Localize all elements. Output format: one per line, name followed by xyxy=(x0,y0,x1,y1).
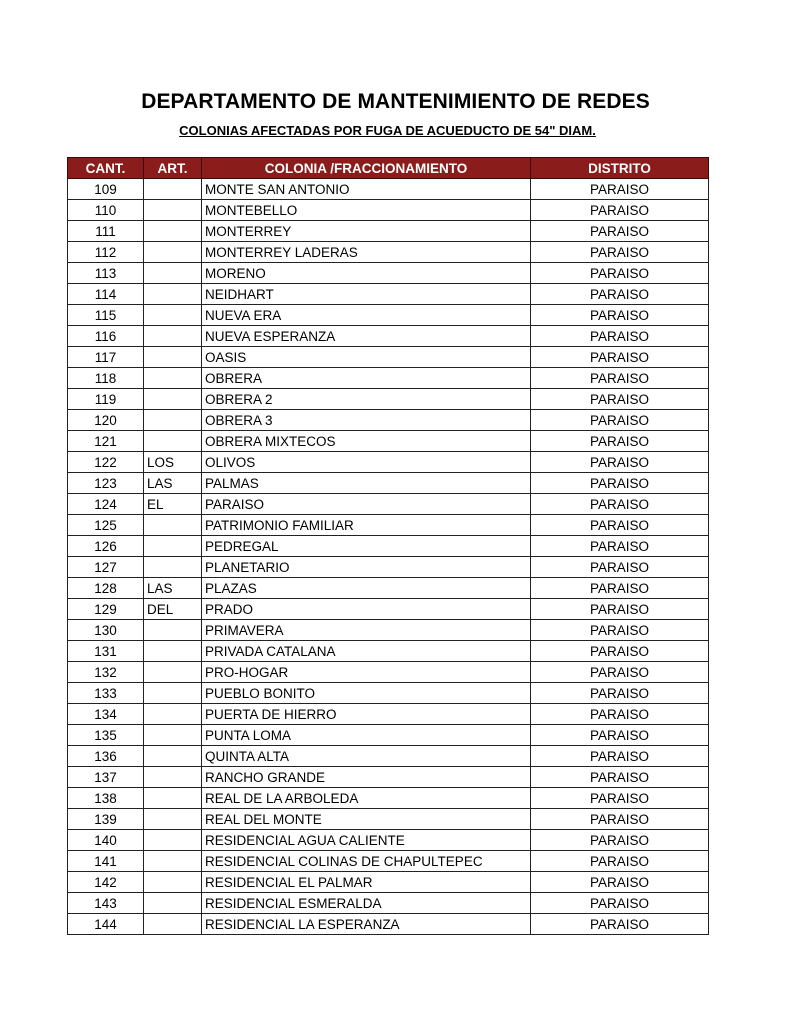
cell-distrito: PARAISO xyxy=(531,200,709,221)
table-row xyxy=(68,221,709,242)
cell-art xyxy=(144,221,202,242)
cell-cant: 118 xyxy=(68,368,144,389)
cell-distrito: PARAISO xyxy=(531,578,709,599)
cell-art xyxy=(144,284,202,305)
cell-colonia: NEIDHART xyxy=(202,284,531,305)
table-row xyxy=(68,557,709,578)
cell-art xyxy=(144,809,202,830)
cell-colonia: PARAISO xyxy=(202,494,531,515)
table-row xyxy=(68,725,709,746)
cell-art xyxy=(144,557,202,578)
table-row xyxy=(68,326,709,347)
cell-colonia: NUEVA ERA xyxy=(202,305,531,326)
cell-art xyxy=(144,893,202,914)
cell-cant: 111 xyxy=(68,221,144,242)
cell-art xyxy=(144,389,202,410)
cell-colonia: PRIMAVERA xyxy=(202,620,531,641)
cell-art xyxy=(144,263,202,284)
cell-cant: 113 xyxy=(68,263,144,284)
table-row xyxy=(68,620,709,641)
column-header-cant: CANT. xyxy=(68,158,144,179)
cell-art xyxy=(144,620,202,641)
cell-art xyxy=(144,704,202,725)
column-header-distrito: DISTRITO xyxy=(531,158,709,179)
cell-colonia: PLANETARIO xyxy=(202,557,531,578)
cell-colonia: OBRERA xyxy=(202,368,531,389)
cell-colonia: PUNTA LOMA xyxy=(202,725,531,746)
table-row xyxy=(68,410,709,431)
cell-distrito: PARAISO xyxy=(531,263,709,284)
cell-cant: 140 xyxy=(68,830,144,851)
cell-distrito: PARAISO xyxy=(531,809,709,830)
cell-cant: 120 xyxy=(68,410,144,431)
table-row xyxy=(68,431,709,452)
cell-cant: 131 xyxy=(68,641,144,662)
table-row xyxy=(68,830,709,851)
cell-distrito: PARAISO xyxy=(531,557,709,578)
cell-colonia: OASIS xyxy=(202,347,531,368)
cell-colonia: PALMAS xyxy=(202,473,531,494)
cell-colonia: PRIVADA CATALANA xyxy=(202,641,531,662)
cell-colonia: QUINTA ALTA xyxy=(202,746,531,767)
cell-distrito: PARAISO xyxy=(531,641,709,662)
cell-distrito: PARAISO xyxy=(531,620,709,641)
cell-art: DEL xyxy=(144,599,202,620)
cell-colonia: RESIDENCIAL EL PALMAR xyxy=(202,872,531,893)
cell-colonia: PUERTA DE HIERRO xyxy=(202,704,531,725)
cell-colonia: PUEBLO BONITO xyxy=(202,683,531,704)
cell-art xyxy=(144,347,202,368)
cell-art xyxy=(144,200,202,221)
cell-colonia: MONTE SAN ANTONIO xyxy=(202,179,531,200)
cell-cant: 123 xyxy=(68,473,144,494)
cell-distrito: PARAISO xyxy=(531,662,709,683)
cell-distrito: PARAISO xyxy=(531,242,709,263)
cell-colonia: MONTERREY LADERAS xyxy=(202,242,531,263)
cell-art xyxy=(144,410,202,431)
cell-colonia: MONTERREY xyxy=(202,221,531,242)
cell-cant: 121 xyxy=(68,431,144,452)
cell-colonia: OBRERA 2 xyxy=(202,389,531,410)
cell-colonia: RESIDENCIAL ESMERALDA xyxy=(202,893,531,914)
cell-distrito: PARAISO xyxy=(531,389,709,410)
cell-cant: 112 xyxy=(68,242,144,263)
cell-cant: 126 xyxy=(68,536,144,557)
cell-distrito: PARAISO xyxy=(531,830,709,851)
cell-colonia: PRO-HOGAR xyxy=(202,662,531,683)
cell-cant: 142 xyxy=(68,872,144,893)
cell-cant: 134 xyxy=(68,704,144,725)
colonias-table xyxy=(67,157,709,935)
cell-distrito: PARAISO xyxy=(531,431,709,452)
table-row xyxy=(68,872,709,893)
cell-colonia: PLAZAS xyxy=(202,578,531,599)
cell-distrito: PARAISO xyxy=(531,179,709,200)
cell-art xyxy=(144,662,202,683)
cell-cant: 129 xyxy=(68,599,144,620)
cell-cant: 115 xyxy=(68,305,144,326)
document-subtitle: COLONIAS AFECTADAS POR FUGA DE ACUEDUCTO DE 54" DIAM. xyxy=(179,123,596,138)
cell-cant: 144 xyxy=(68,914,144,935)
cell-cant: 128 xyxy=(68,578,144,599)
cell-colonia: OLIVOS xyxy=(202,452,531,473)
cell-art xyxy=(144,641,202,662)
cell-cant: 138 xyxy=(68,788,144,809)
cell-colonia: REAL DE LA ARBOLEDA xyxy=(202,788,531,809)
table-row xyxy=(68,683,709,704)
cell-distrito: PARAISO xyxy=(531,788,709,809)
cell-art xyxy=(144,326,202,347)
cell-colonia: RESIDENCIAL AGUA CALIENTE xyxy=(202,830,531,851)
table-body xyxy=(68,179,709,935)
cell-cant: 136 xyxy=(68,746,144,767)
cell-colonia: RANCHO GRANDE xyxy=(202,767,531,788)
table-row xyxy=(68,893,709,914)
table-row xyxy=(68,452,709,473)
table-row xyxy=(68,851,709,872)
cell-cant: 141 xyxy=(68,851,144,872)
table-row xyxy=(68,389,709,410)
cell-cant: 132 xyxy=(68,662,144,683)
cell-colonia: PATRIMONIO FAMILIAR xyxy=(202,515,531,536)
cell-cant: 109 xyxy=(68,179,144,200)
table-row xyxy=(68,473,709,494)
cell-art xyxy=(144,872,202,893)
table-row xyxy=(68,746,709,767)
cell-cant: 116 xyxy=(68,326,144,347)
cell-distrito: PARAISO xyxy=(531,305,709,326)
cell-distrito: PARAISO xyxy=(531,746,709,767)
cell-cant: 139 xyxy=(68,809,144,830)
column-header-art: ART. xyxy=(144,158,202,179)
table-header-row xyxy=(68,158,709,179)
cell-distrito: PARAISO xyxy=(531,326,709,347)
cell-art xyxy=(144,179,202,200)
cell-distrito: PARAISO xyxy=(531,494,709,515)
table-row xyxy=(68,242,709,263)
table-row xyxy=(68,536,709,557)
table-row xyxy=(68,788,709,809)
table-row xyxy=(68,284,709,305)
cell-colonia: NUEVA ESPERANZA xyxy=(202,326,531,347)
cell-cant: 119 xyxy=(68,389,144,410)
table-row xyxy=(68,914,709,935)
cell-colonia: REAL DEL MONTE xyxy=(202,809,531,830)
cell-art xyxy=(144,242,202,263)
cell-colonia: OBRERA MIXTECOS xyxy=(202,431,531,452)
cell-distrito: PARAISO xyxy=(531,284,709,305)
cell-art: LAS xyxy=(144,473,202,494)
cell-cant: 135 xyxy=(68,725,144,746)
cell-distrito: PARAISO xyxy=(531,851,709,872)
cell-art xyxy=(144,515,202,536)
cell-art xyxy=(144,305,202,326)
table-row xyxy=(68,305,709,326)
cell-distrito: PARAISO xyxy=(531,704,709,725)
cell-art xyxy=(144,788,202,809)
table-row xyxy=(68,179,709,200)
cell-art xyxy=(144,851,202,872)
cell-distrito: PARAISO xyxy=(531,914,709,935)
cell-cant: 133 xyxy=(68,683,144,704)
cell-art xyxy=(144,368,202,389)
table-row xyxy=(68,263,709,284)
cell-cant: 125 xyxy=(68,515,144,536)
cell-distrito: PARAISO xyxy=(531,347,709,368)
cell-distrito: PARAISO xyxy=(531,599,709,620)
cell-art: EL xyxy=(144,494,202,515)
cell-art xyxy=(144,536,202,557)
cell-cant: 122 xyxy=(68,452,144,473)
cell-colonia: MORENO xyxy=(202,263,531,284)
cell-art xyxy=(144,830,202,851)
table-row xyxy=(68,641,709,662)
cell-art xyxy=(144,725,202,746)
cell-distrito: PARAISO xyxy=(531,410,709,431)
cell-distrito: PARAISO xyxy=(531,683,709,704)
column-header-colonia: COLONIA /FRACCIONAMIENTO xyxy=(202,158,531,179)
cell-colonia: PEDREGAL xyxy=(202,536,531,557)
cell-distrito: PARAISO xyxy=(531,893,709,914)
table-row xyxy=(68,368,709,389)
cell-colonia: OBRERA 3 xyxy=(202,410,531,431)
cell-cant: 110 xyxy=(68,200,144,221)
cell-art: LOS xyxy=(144,452,202,473)
cell-cant: 127 xyxy=(68,557,144,578)
cell-art xyxy=(144,767,202,788)
cell-art xyxy=(144,431,202,452)
cell-cant: 137 xyxy=(68,767,144,788)
table-row xyxy=(68,200,709,221)
cell-distrito: PARAISO xyxy=(531,536,709,557)
cell-distrito: PARAISO xyxy=(531,872,709,893)
table-row xyxy=(68,767,709,788)
cell-cant: 117 xyxy=(68,347,144,368)
cell-colonia: RESIDENCIAL COLINAS DE CHAPULTEPEC xyxy=(202,851,531,872)
table-row xyxy=(68,809,709,830)
cell-distrito: PARAISO xyxy=(531,452,709,473)
cell-art xyxy=(144,683,202,704)
table-row xyxy=(68,347,709,368)
table-row xyxy=(68,599,709,620)
table-row xyxy=(68,704,709,725)
cell-colonia: MONTEBELLO xyxy=(202,200,531,221)
cell-distrito: PARAISO xyxy=(531,725,709,746)
cell-cant: 124 xyxy=(68,494,144,515)
cell-cant: 143 xyxy=(68,893,144,914)
cell-distrito: PARAISO xyxy=(531,368,709,389)
cell-art: LAS xyxy=(144,578,202,599)
cell-art xyxy=(144,914,202,935)
cell-distrito: PARAISO xyxy=(531,221,709,242)
table-row xyxy=(68,515,709,536)
cell-colonia: RESIDENCIAL LA ESPERANZA xyxy=(202,914,531,935)
cell-art xyxy=(144,746,202,767)
table-row xyxy=(68,662,709,683)
cell-distrito: PARAISO xyxy=(531,515,709,536)
cell-cant: 114 xyxy=(68,284,144,305)
cell-colonia: PRADO xyxy=(202,599,531,620)
table-row xyxy=(68,494,709,515)
cell-distrito: PARAISO xyxy=(531,473,709,494)
cell-cant: 130 xyxy=(68,620,144,641)
cell-distrito: PARAISO xyxy=(531,767,709,788)
table-row xyxy=(68,578,709,599)
document-title: DEPARTAMENTO DE MANTENIMIENTO DE REDES xyxy=(141,90,650,113)
